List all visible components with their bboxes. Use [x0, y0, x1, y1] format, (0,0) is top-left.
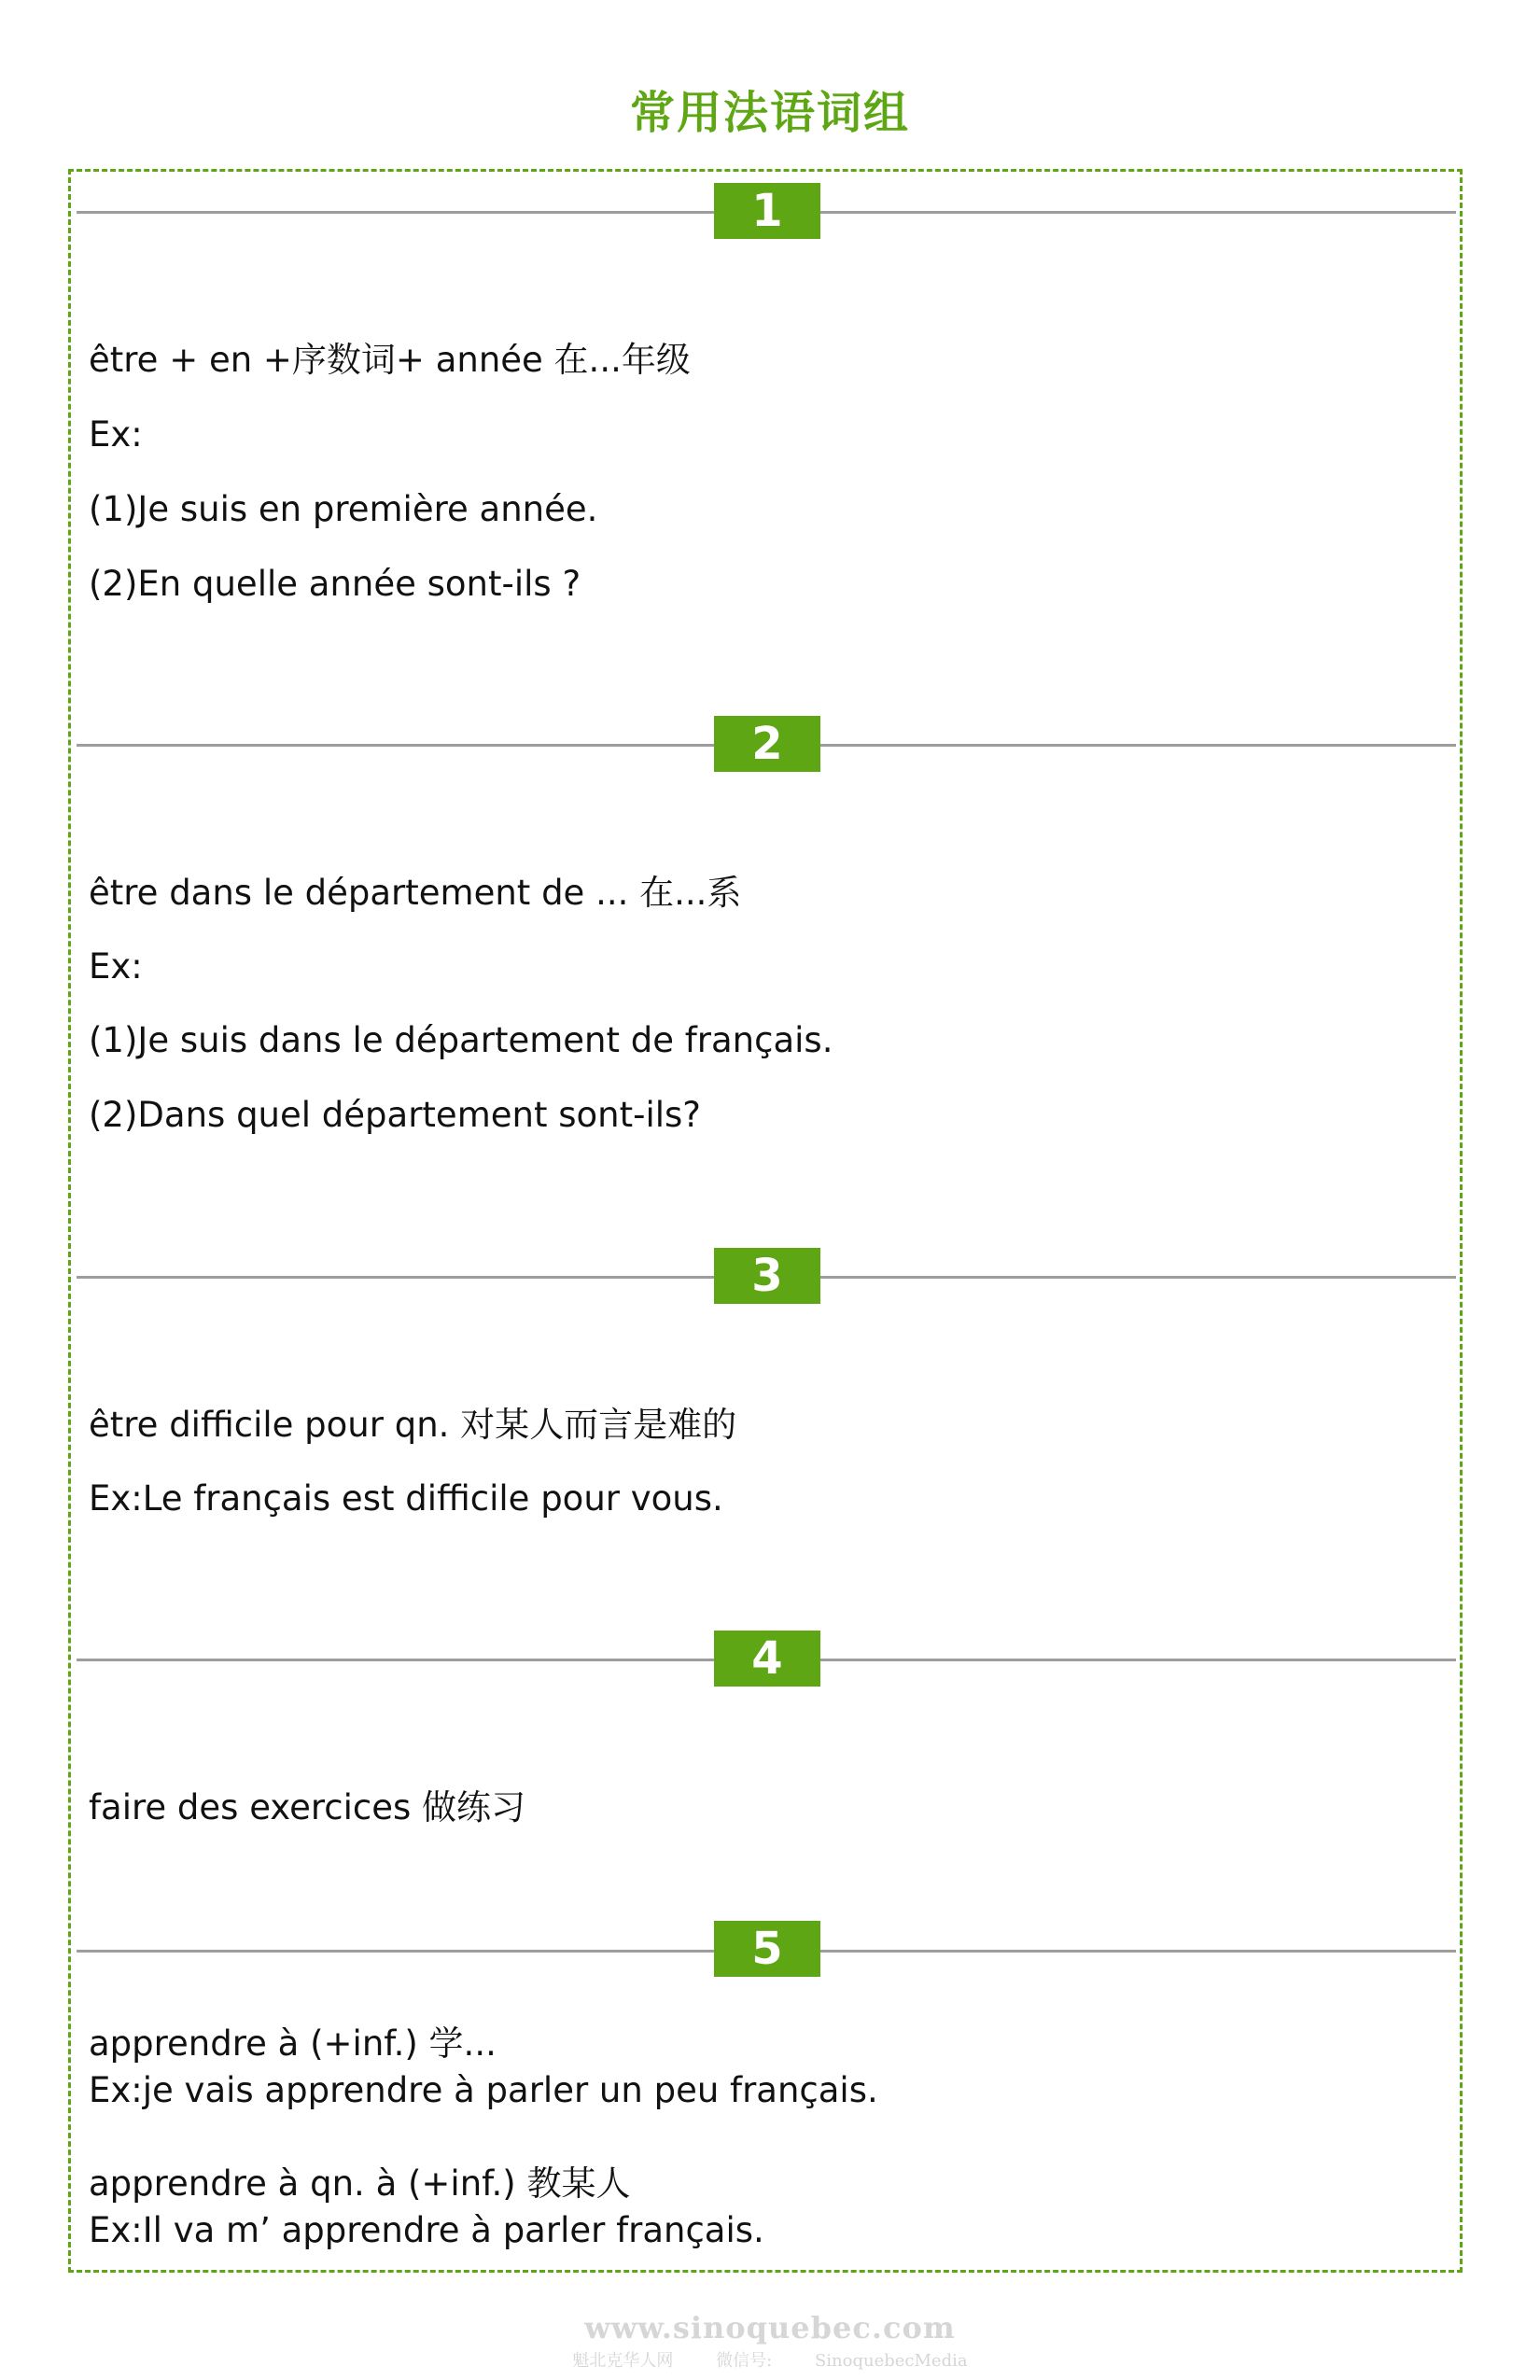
example-sentence: (2)Dans quel département sont-ils? [89, 1095, 701, 1135]
phrase-heading: apprendre à (+inf.) 学... [89, 2023, 497, 2064]
section-number-badge: 5 [714, 1921, 820, 1977]
watermark-right-caption: 微信号: SinoquebecMedia [716, 2351, 968, 2371]
example-label: Ex: [89, 946, 143, 987]
example-sentence: (2)En quelle année sont-ils ? [89, 564, 581, 604]
section-number-badge: 1 [714, 183, 820, 239]
example-sentence: (1)Je suis en première année. [89, 489, 598, 529]
section-number-badge: 3 [714, 1248, 820, 1304]
page-title: 常用法语词组 [629, 87, 910, 139]
phrase-heading: faire des exercices 做练习 [89, 1787, 525, 1827]
watermark-left-caption: 魁北克华人网 [572, 2351, 674, 2371]
example-label: Ex: [89, 414, 143, 455]
example-sentence: Ex:Il va m’ apprendre à parler français. [89, 2210, 764, 2250]
phrase-heading: apprendre à qn. à (+inf.) 教某人 [89, 2163, 631, 2204]
watermark-captions [0, 2347, 1540, 2372]
watermark-domain: www.sinoquebec.com [584, 2310, 956, 2345]
example-sentence: (1)Je suis dans le département de français. [89, 1020, 833, 1060]
phrase-heading: être difficile pour qn. 对某人而言是难的 [89, 1405, 737, 1445]
section-number-badge: 2 [714, 716, 820, 772]
example-sentence: Ex:Le français est difficile pour vous. [89, 1478, 723, 1519]
phrase-heading: être dans le département de ... 在...系 [89, 873, 742, 913]
example-sentence: Ex:je vais apprendre à parler un peu français. [89, 2070, 878, 2110]
phrase-heading: être + en +序数词+ année 在...年级 [89, 340, 691, 380]
section-number-badge: 4 [714, 1631, 820, 1687]
